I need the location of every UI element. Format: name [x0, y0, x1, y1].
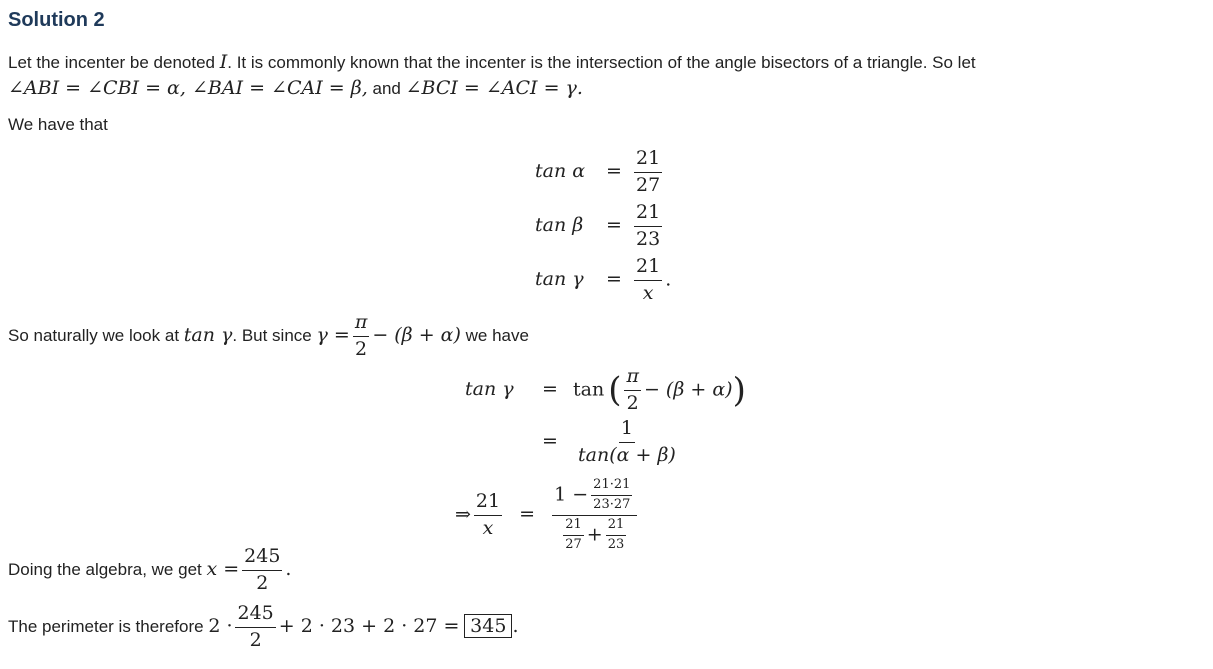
pi-inline: π — [353, 312, 370, 337]
compound-denominator — [558, 516, 631, 553]
tan-gamma-row — [535, 256, 671, 305]
perimeter-fraction — [235, 603, 275, 652]
compound-numerator — [552, 478, 637, 516]
implies-arrow: ⇒ — [455, 503, 471, 526]
tan-alpha-num: 21 — [634, 148, 662, 173]
f1-num: 21 — [563, 518, 584, 536]
angle-equation-gamma: ∠BCI = ∠ACI = γ. — [405, 77, 583, 99]
pi-over-two-fraction — [624, 366, 641, 415]
and-word: and — [367, 79, 406, 98]
tan-gamma-lhs: tan γ — [535, 268, 584, 291]
intro-text-continued: . It is commonly known that the incenter is the intersection of the angle bisectors of a triangle. So let — [227, 53, 976, 72]
algebra-period: . — [285, 557, 292, 580]
derivation-line-1 — [465, 366, 746, 415]
right-paren: ) — [732, 370, 746, 411]
incenter-variable: I — [219, 51, 228, 73]
derivation-line-2 — [465, 418, 681, 467]
perimeter-num: 245 — [235, 603, 275, 628]
gamma-equals: γ = — [316, 323, 350, 346]
tan-beta-lhs: tan β — [535, 214, 584, 237]
tan-beta-num: 21 — [634, 202, 662, 227]
inner-den: 23·27 — [593, 496, 631, 512]
f2-num: 21 — [606, 518, 627, 536]
derivation-eq-2: = — [542, 430, 558, 453]
f2-den: 23 — [607, 536, 625, 552]
minus-beta-alpha: − (β + α) — [372, 323, 461, 346]
but-since-text: . But since — [232, 325, 317, 345]
tan-beta-eq: = — [606, 214, 622, 237]
x-value-num: 245 — [242, 546, 282, 571]
so-naturally-paragraph — [8, 312, 529, 361]
tan-alpha-row — [535, 148, 665, 197]
tan-beta-fraction — [634, 202, 662, 251]
f1-den: 27 — [565, 536, 582, 552]
so-naturally-text: So naturally we look at — [8, 325, 184, 345]
left-paren: ( — [608, 370, 622, 411]
twenty-one-over-x — [474, 491, 502, 540]
fraction-21-27 — [563, 518, 584, 553]
derivation-lhs-tan-gamma: tan γ — [465, 378, 514, 401]
one-numerator: 1 — [619, 418, 635, 443]
boxed-answer: 345 — [464, 614, 512, 638]
angle-definitions — [8, 76, 583, 101]
perimeter-period: . — [512, 614, 519, 637]
derivation-eq-1: = — [542, 378, 558, 401]
tan-alpha-lhs: tan α — [535, 160, 586, 183]
pi-numerator: π — [624, 366, 641, 391]
perimeter-sum: + 2 · 23 + 2 · 27 = — [278, 614, 460, 637]
tan-alpha-eq: = — [606, 160, 622, 183]
tan-gamma-den: x — [642, 281, 654, 304]
twenty-one-num: 21 — [474, 491, 502, 516]
plus-sign: + — [586, 523, 603, 546]
intro-text: Let the incenter be denoted — [8, 53, 220, 72]
perimeter-den: 2 — [249, 628, 262, 651]
tan-gamma-period: . — [665, 268, 672, 291]
we-have-text: we have — [460, 325, 529, 345]
derivation-line-3 — [455, 478, 640, 553]
x-value-fraction — [242, 546, 282, 595]
tan-gamma-fraction — [634, 256, 662, 305]
tan-alpha-den: 27 — [636, 173, 661, 196]
one-minus: 1 − — [554, 483, 589, 506]
perimeter-paragraph — [8, 603, 518, 652]
derivation-eq-3: = — [519, 503, 536, 526]
one-over-tan-sum — [576, 418, 678, 467]
tan-alpha-fraction — [634, 148, 662, 197]
we-have-that: We have that — [8, 115, 108, 134]
inner-product-fraction — [591, 478, 632, 513]
fraction-21-23 — [606, 518, 627, 553]
x-value-den: 2 — [256, 571, 269, 594]
tan-operator: tan — [573, 378, 605, 401]
x-equals: x = — [206, 557, 240, 580]
section-heading: Solution 2 — [8, 9, 105, 31]
tan-gamma-eq: = — [606, 268, 622, 291]
inner-num: 21·21 — [591, 478, 632, 496]
intro-paragraph — [8, 50, 976, 75]
tan-gamma-num: 21 — [634, 256, 662, 281]
big-compound-fraction — [552, 478, 637, 553]
two-inline: 2 — [355, 337, 368, 360]
tan-beta-den: 23 — [636, 227, 661, 250]
two-denominator: 2 — [626, 391, 639, 414]
two-dot: 2 · — [208, 614, 233, 637]
algebra-text: Doing the algebra, we get — [8, 559, 207, 579]
x-den: x — [482, 516, 494, 539]
pi-over-two-inline — [353, 312, 370, 361]
angle-equation-alpha-beta: ∠ABI = ∠CBI = α, ∠BAI = ∠CAI = β, — [8, 77, 368, 99]
tan-beta-row — [535, 202, 665, 251]
algebra-paragraph — [8, 546, 291, 595]
perimeter-text: The perimeter is therefore — [8, 616, 209, 636]
tan-sum-denominator: tan(α + β) — [578, 443, 676, 466]
tan-gamma-inline: tan γ — [183, 323, 233, 346]
minus-beta-plus-alpha: − (β + α) — [643, 378, 733, 401]
